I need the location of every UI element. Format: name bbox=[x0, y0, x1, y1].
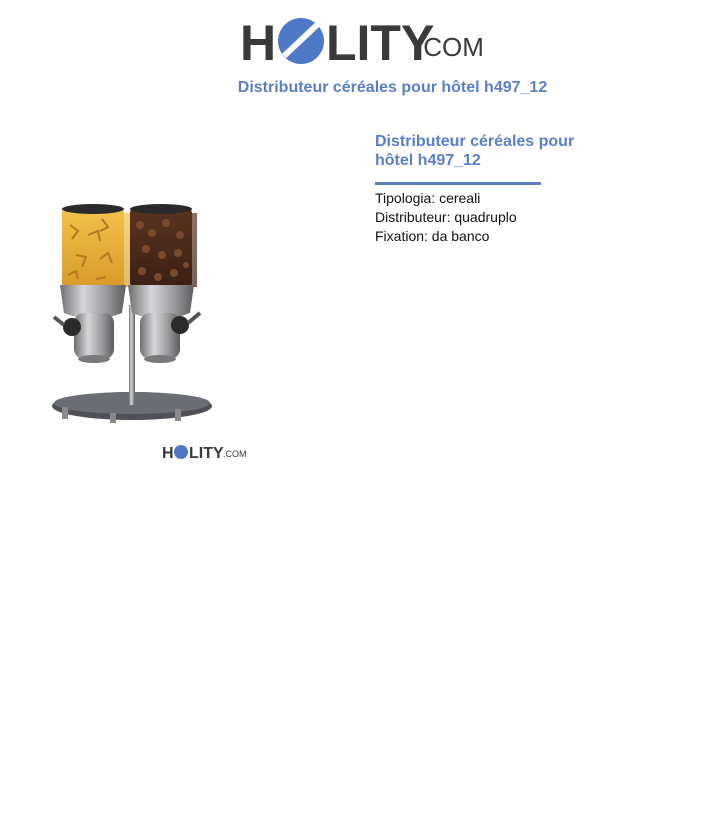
watermark-o-icon bbox=[174, 445, 188, 459]
logo-text-lity: LITY bbox=[326, 15, 435, 70]
title-underline bbox=[375, 182, 541, 185]
logo-o-icon bbox=[278, 18, 324, 64]
watermark-domain: .COM bbox=[223, 449, 247, 459]
spec-fixation: Fixation: da banco bbox=[375, 228, 490, 244]
logo-domain: .COM bbox=[416, 32, 484, 62]
holity-logo[interactable] bbox=[240, 10, 485, 70]
watermark-text-lity: LITY bbox=[189, 445, 224, 462]
watermark-letter-h: H bbox=[162, 445, 174, 462]
product-name: Distributeur céréales pour hôtel h497_12 bbox=[375, 133, 575, 169]
spec-distributeur: Distributeur: quadruplo bbox=[375, 209, 517, 225]
watermark-logo bbox=[162, 442, 262, 462]
logo-letter-h: H bbox=[240, 15, 277, 70]
product-image bbox=[0, 195, 270, 470]
page-title: Distributeur céréales pour hôtel h497_12 bbox=[237, 79, 548, 96]
spec-tipologia: Tipologia: cereali bbox=[375, 190, 481, 206]
product-details bbox=[375, 132, 615, 246]
